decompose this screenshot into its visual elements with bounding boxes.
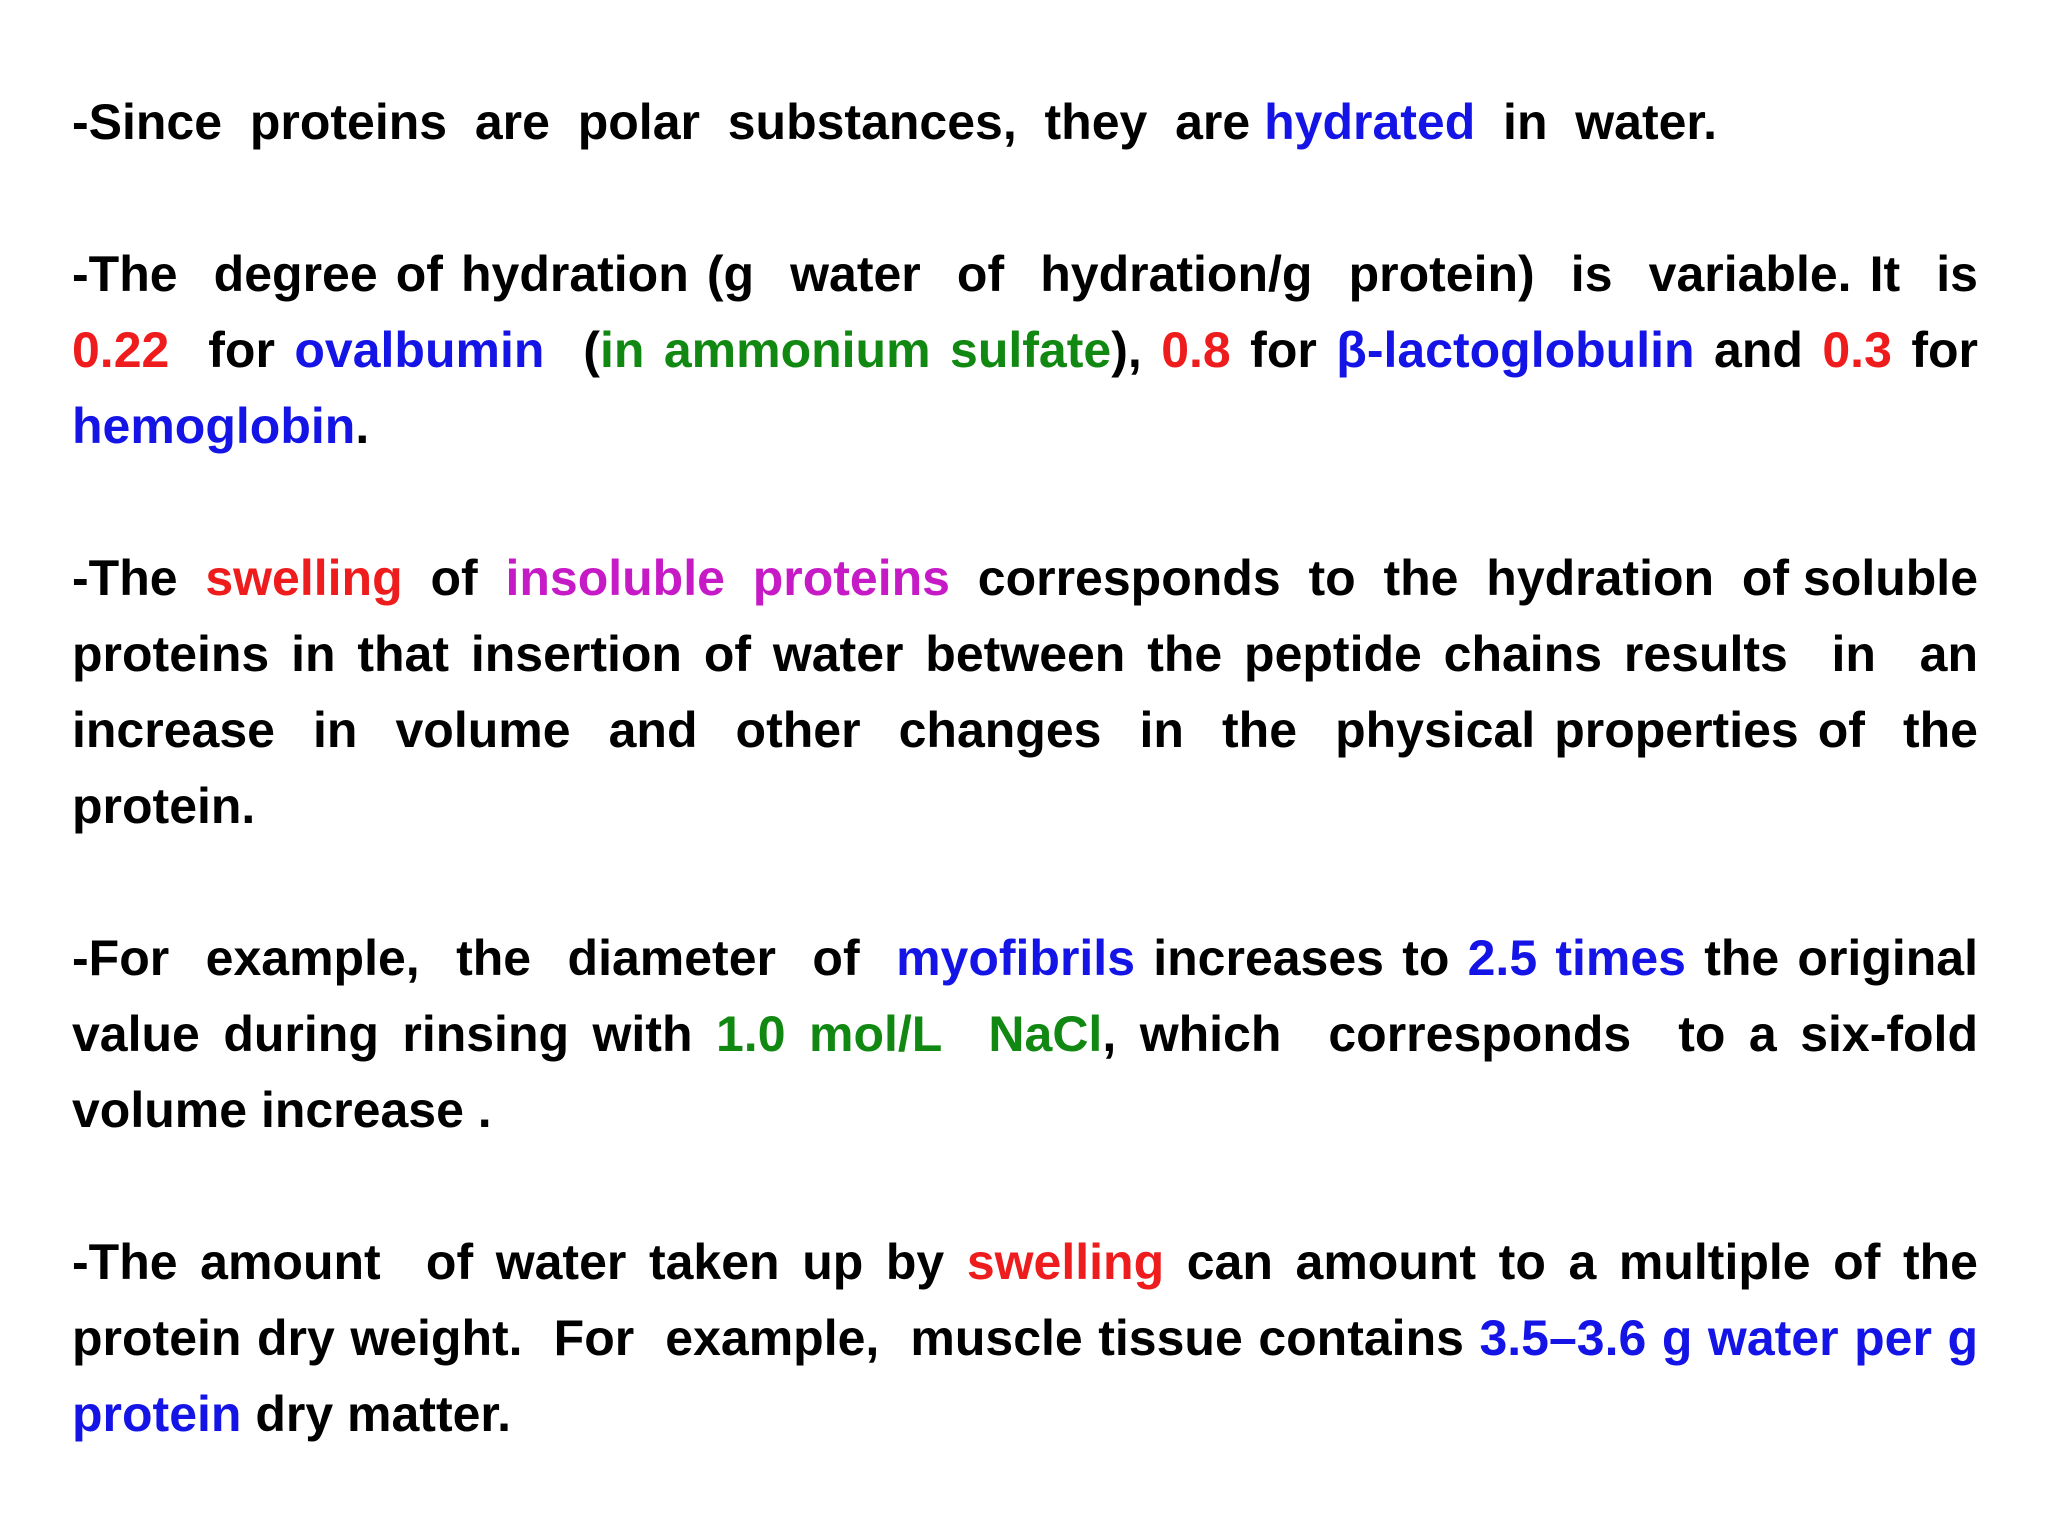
text-segment-text: increases to bbox=[1135, 930, 1468, 986]
text-segment-blue: 3.5–3.6 g water per g protein bbox=[72, 1310, 1992, 1442]
text-segment-red: 0.22 bbox=[72, 322, 170, 378]
paragraph-swelling bbox=[72, 540, 2006, 844]
text-segment-text: -The bbox=[72, 550, 206, 606]
text-segment-text: -The amount of water taken up by bbox=[72, 1234, 967, 1290]
text-segment-text: -The degree of hydration (g water of hydration/g protein) is variable. It is bbox=[72, 246, 2006, 302]
text-segment-blue: myofibrils bbox=[896, 930, 1136, 986]
paragraph-degree-of-hydration bbox=[72, 236, 2006, 464]
text-segment-text: for bbox=[169, 322, 295, 378]
text-segment-text: of bbox=[402, 550, 506, 606]
text-segment-text: corresponds to the hydration of soluble proteins in that insertion of water between the peptide chains results in an increase in volume and other changes in the physical properties of the protein. bbox=[72, 550, 2006, 834]
text-segment-text: -For example, the diameter of bbox=[72, 930, 897, 986]
text-segment-text: can amount to a multiple of the protein dry weight. For example, muscle tissue contains bbox=[72, 1234, 1992, 1366]
text-segment-text: for bbox=[1891, 322, 1992, 378]
text-segment-blue: ovalbumin bbox=[294, 322, 545, 378]
text-segment-text: for bbox=[1230, 322, 1337, 378]
paragraph-hydration bbox=[72, 84, 1978, 160]
text-segment-text: in water. bbox=[1475, 94, 1718, 150]
text-segment-green: 1.0 mol/L NaCl bbox=[716, 1006, 1103, 1062]
text-segment-text: , which corresponds to a six-fold volume increase . bbox=[72, 1006, 1992, 1138]
text-segment-red: 0.3 bbox=[1822, 322, 1892, 378]
text-segment-text: ), bbox=[1111, 322, 1162, 378]
text-segment-blue: hemoglobin bbox=[72, 398, 356, 454]
text-segment-green: in ammonium sulfate bbox=[599, 322, 1112, 378]
paragraph-water-uptake bbox=[72, 1224, 1992, 1452]
text-segment-red: swelling bbox=[205, 550, 403, 606]
text-segment-red: 0.8 bbox=[1161, 322, 1231, 378]
text-segment-blue: hydrated bbox=[1264, 94, 1476, 150]
text-segment-text: dry matter. bbox=[241, 1386, 511, 1442]
text-segment-text: the original value during rinsing with bbox=[72, 930, 1992, 1062]
text-segment-red: swelling bbox=[966, 1234, 1165, 1290]
text-segment-blue: β-lactoglobulin bbox=[1336, 322, 1695, 378]
text-segment-magenta: insoluble proteins bbox=[505, 550, 950, 606]
text-segment-text: -Since proteins are polar substances, they are bbox=[72, 94, 1265, 150]
text-segment-text: ( bbox=[544, 322, 600, 378]
text-segment-blue: 2.5 times bbox=[1467, 930, 1686, 986]
text-segment-text: and bbox=[1694, 322, 1823, 378]
paragraph-myofibrils-example bbox=[72, 920, 1992, 1148]
text-segment-text: . bbox=[355, 398, 370, 454]
